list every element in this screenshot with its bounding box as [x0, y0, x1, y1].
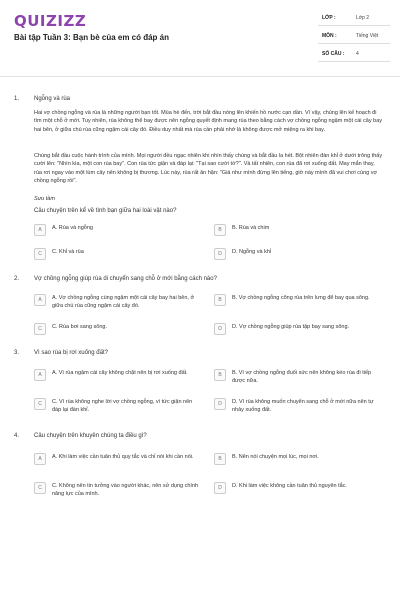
option-text: B. Rùa và chim: [232, 225, 270, 231]
passage-paragraph-1: Hai vợ chồng ngỗng và rùa là những người bạn tốt. Mùa hè đến, trời bắt đầu nóng lên khiến hồ nước cạn dần. Vì vậy, chúng lên kế hoạch đi tìm một chỗ ở mới. Tuy nhiên, rùa không thể bay được nên ngỗng quyết định mang rùa theo bằng cách vợ chồng ngỗng ngậm một cái cây bay hai bên, ở giữa chú rùa cũng ngậm cái cây đó. Điều duy nhất mà rùa cần phải nhớ là không được mở miệng ra khi bay.: [34, 110, 383, 133]
option-text: A. Khi làm việc cần tuân thủ quy tắc và chỉ nói khi cần nói.: [52, 454, 194, 460]
meta-row-count: [318, 44, 390, 62]
option-letter-box: C: [34, 398, 46, 410]
option-letter-box: C: [34, 323, 46, 335]
option-3c[interactable]: [34, 396, 206, 422]
header-divider: [0, 76, 400, 77]
question-heading: Ngỗng và rùa: [34, 96, 71, 102]
option-letter-box: C: [34, 482, 46, 494]
option-text: C. Không nên tin tưởng vào người khác, nên sử dụng chính năng lực của mình.: [52, 483, 199, 497]
meta-label: SỐ CÂU :: [322, 51, 345, 57]
option-letter-box: B: [214, 453, 226, 465]
meta-value: Tiếng Việt: [356, 33, 379, 39]
option-text: A. Vì rùa ngậm cái cây không chặt nên bị rơi xuống đất.: [52, 370, 188, 376]
question-prompt: Câu chuyện trên kể về tình bạn giữa hai loài vật nào?: [34, 208, 177, 214]
option-text: A. Vợ chồng ngỗng cùng ngậm một cái cây bay hai bên, ở giữa chú rùa cũng ngậm cái cây đó.: [52, 295, 195, 309]
option-text: C. Khỉ và rùa: [52, 249, 84, 255]
option-1d[interactable]: [214, 246, 386, 266]
option-letter-box: B: [214, 369, 226, 381]
option-letter-box: D: [214, 398, 226, 410]
option-letter-box: D: [214, 323, 226, 335]
option-letter-box: A: [34, 294, 46, 306]
passage-paragraph-2: Chúng bắt đầu cuộc hành trình của mình. Mọi người đều ngạc nhiên khi nhìn thấy chúng và bắt đầu la hét. Bột nhiên đàn khỉ ở dưới trông thấy cười lên: "Nhìn kìa, một con rùa bay". Con rùa tức giận và đáp lại: "Tại sao cười tớ?". Và tất nhiên, con rùa đã rơi xuống đất. May mắn thay, rùa rơi ngay vào một lùm cây nên không bị thương. Lúc này, rùa rất ân hận: "Giá như mình đừng lên tiếng, giờ này mình đã vui chơi cùng vợ chồng ngỗng rồi".: [34, 153, 383, 184]
option-text: B. Nên nói chuyện mọi lúc, mọi nơi.: [232, 454, 319, 460]
option-text: B. Vợ chồng ngỗng cõng rùa trên lưng để bay qua sông.: [232, 295, 370, 301]
question-number: 2.: [14, 276, 20, 282]
option-text: D. Vì rùa không muốn chuyển sang chỗ ở mới nữa nên tự nhảy xuống đất.: [232, 399, 374, 413]
option-text: D. Ngỗng và khỉ: [232, 249, 272, 255]
meta-row-grade: [318, 8, 390, 26]
option-letter-box: D: [214, 248, 226, 260]
option-text: C. Rùa bơi sang sông.: [52, 324, 107, 330]
passage-source: Sưu tầm: [34, 196, 55, 202]
question-heading: Vì sao rùa bị rơi xuống đất?: [34, 350, 108, 356]
option-2d[interactable]: [214, 321, 386, 341]
question-number: 1.: [14, 96, 20, 102]
option-1a[interactable]: [34, 222, 206, 242]
question-heading: Vợ chồng ngỗng giúp rùa di chuyển sang chỗ ở mới bằng cách nào?: [34, 276, 217, 282]
question-heading: Câu chuyện trên khuyên chúng ta điều gì?: [34, 433, 147, 439]
meta-label: LỚP :: [322, 15, 336, 21]
option-text: D. Vợ chồng ngỗng giúp rùa tập bay sang sông.: [232, 324, 350, 330]
worksheet-title: Bài tập Tuần 3: Bạn bè của em có đáp án: [14, 33, 169, 42]
option-letter-box: C: [34, 248, 46, 260]
option-letter-box: A: [34, 369, 46, 381]
option-letter-box: D: [214, 482, 226, 494]
option-text: C. Vì rùa không nghe lời vợ chồng ngỗng, vì tức giận nên đáp lại đàn khỉ.: [52, 399, 193, 413]
quizizz-logo: QUIZIZZ: [14, 12, 87, 30]
question-number: 4.: [14, 433, 20, 439]
option-letter-box: B: [214, 294, 226, 306]
option-3d[interactable]: [214, 396, 386, 422]
option-letter-box: A: [34, 453, 46, 465]
option-2b[interactable]: [214, 292, 386, 318]
option-2a[interactable]: [34, 292, 206, 318]
option-4b[interactable]: [214, 451, 386, 477]
option-letter-box: A: [34, 224, 46, 236]
option-4d[interactable]: [214, 480, 386, 506]
option-3b[interactable]: [214, 367, 386, 393]
option-letter-box: B: [214, 224, 226, 236]
option-text: B. Vì vợ chồng ngỗng đuối sức nên không kéo rùa đi tiếp được nữa.: [232, 370, 372, 384]
meta-row-subject: [318, 26, 390, 44]
option-4a[interactable]: [34, 451, 206, 477]
meta-box: [318, 8, 390, 62]
option-1b[interactable]: [214, 222, 386, 242]
option-text: D. Khi làm việc không cần tuân thủ nguyên tắc.: [232, 483, 347, 489]
option-2c[interactable]: [34, 321, 206, 341]
option-4c[interactable]: [34, 480, 206, 506]
question-number: 3.: [14, 350, 20, 356]
meta-label: MÔN :: [322, 33, 337, 39]
meta-value: 4: [356, 51, 359, 57]
option-text: A. Rùa và ngỗng: [52, 225, 93, 231]
meta-value: Lớp 2: [356, 15, 370, 21]
option-1c[interactable]: [34, 246, 206, 266]
option-3a[interactable]: [34, 367, 206, 393]
worksheet-header: [0, 0, 400, 72]
